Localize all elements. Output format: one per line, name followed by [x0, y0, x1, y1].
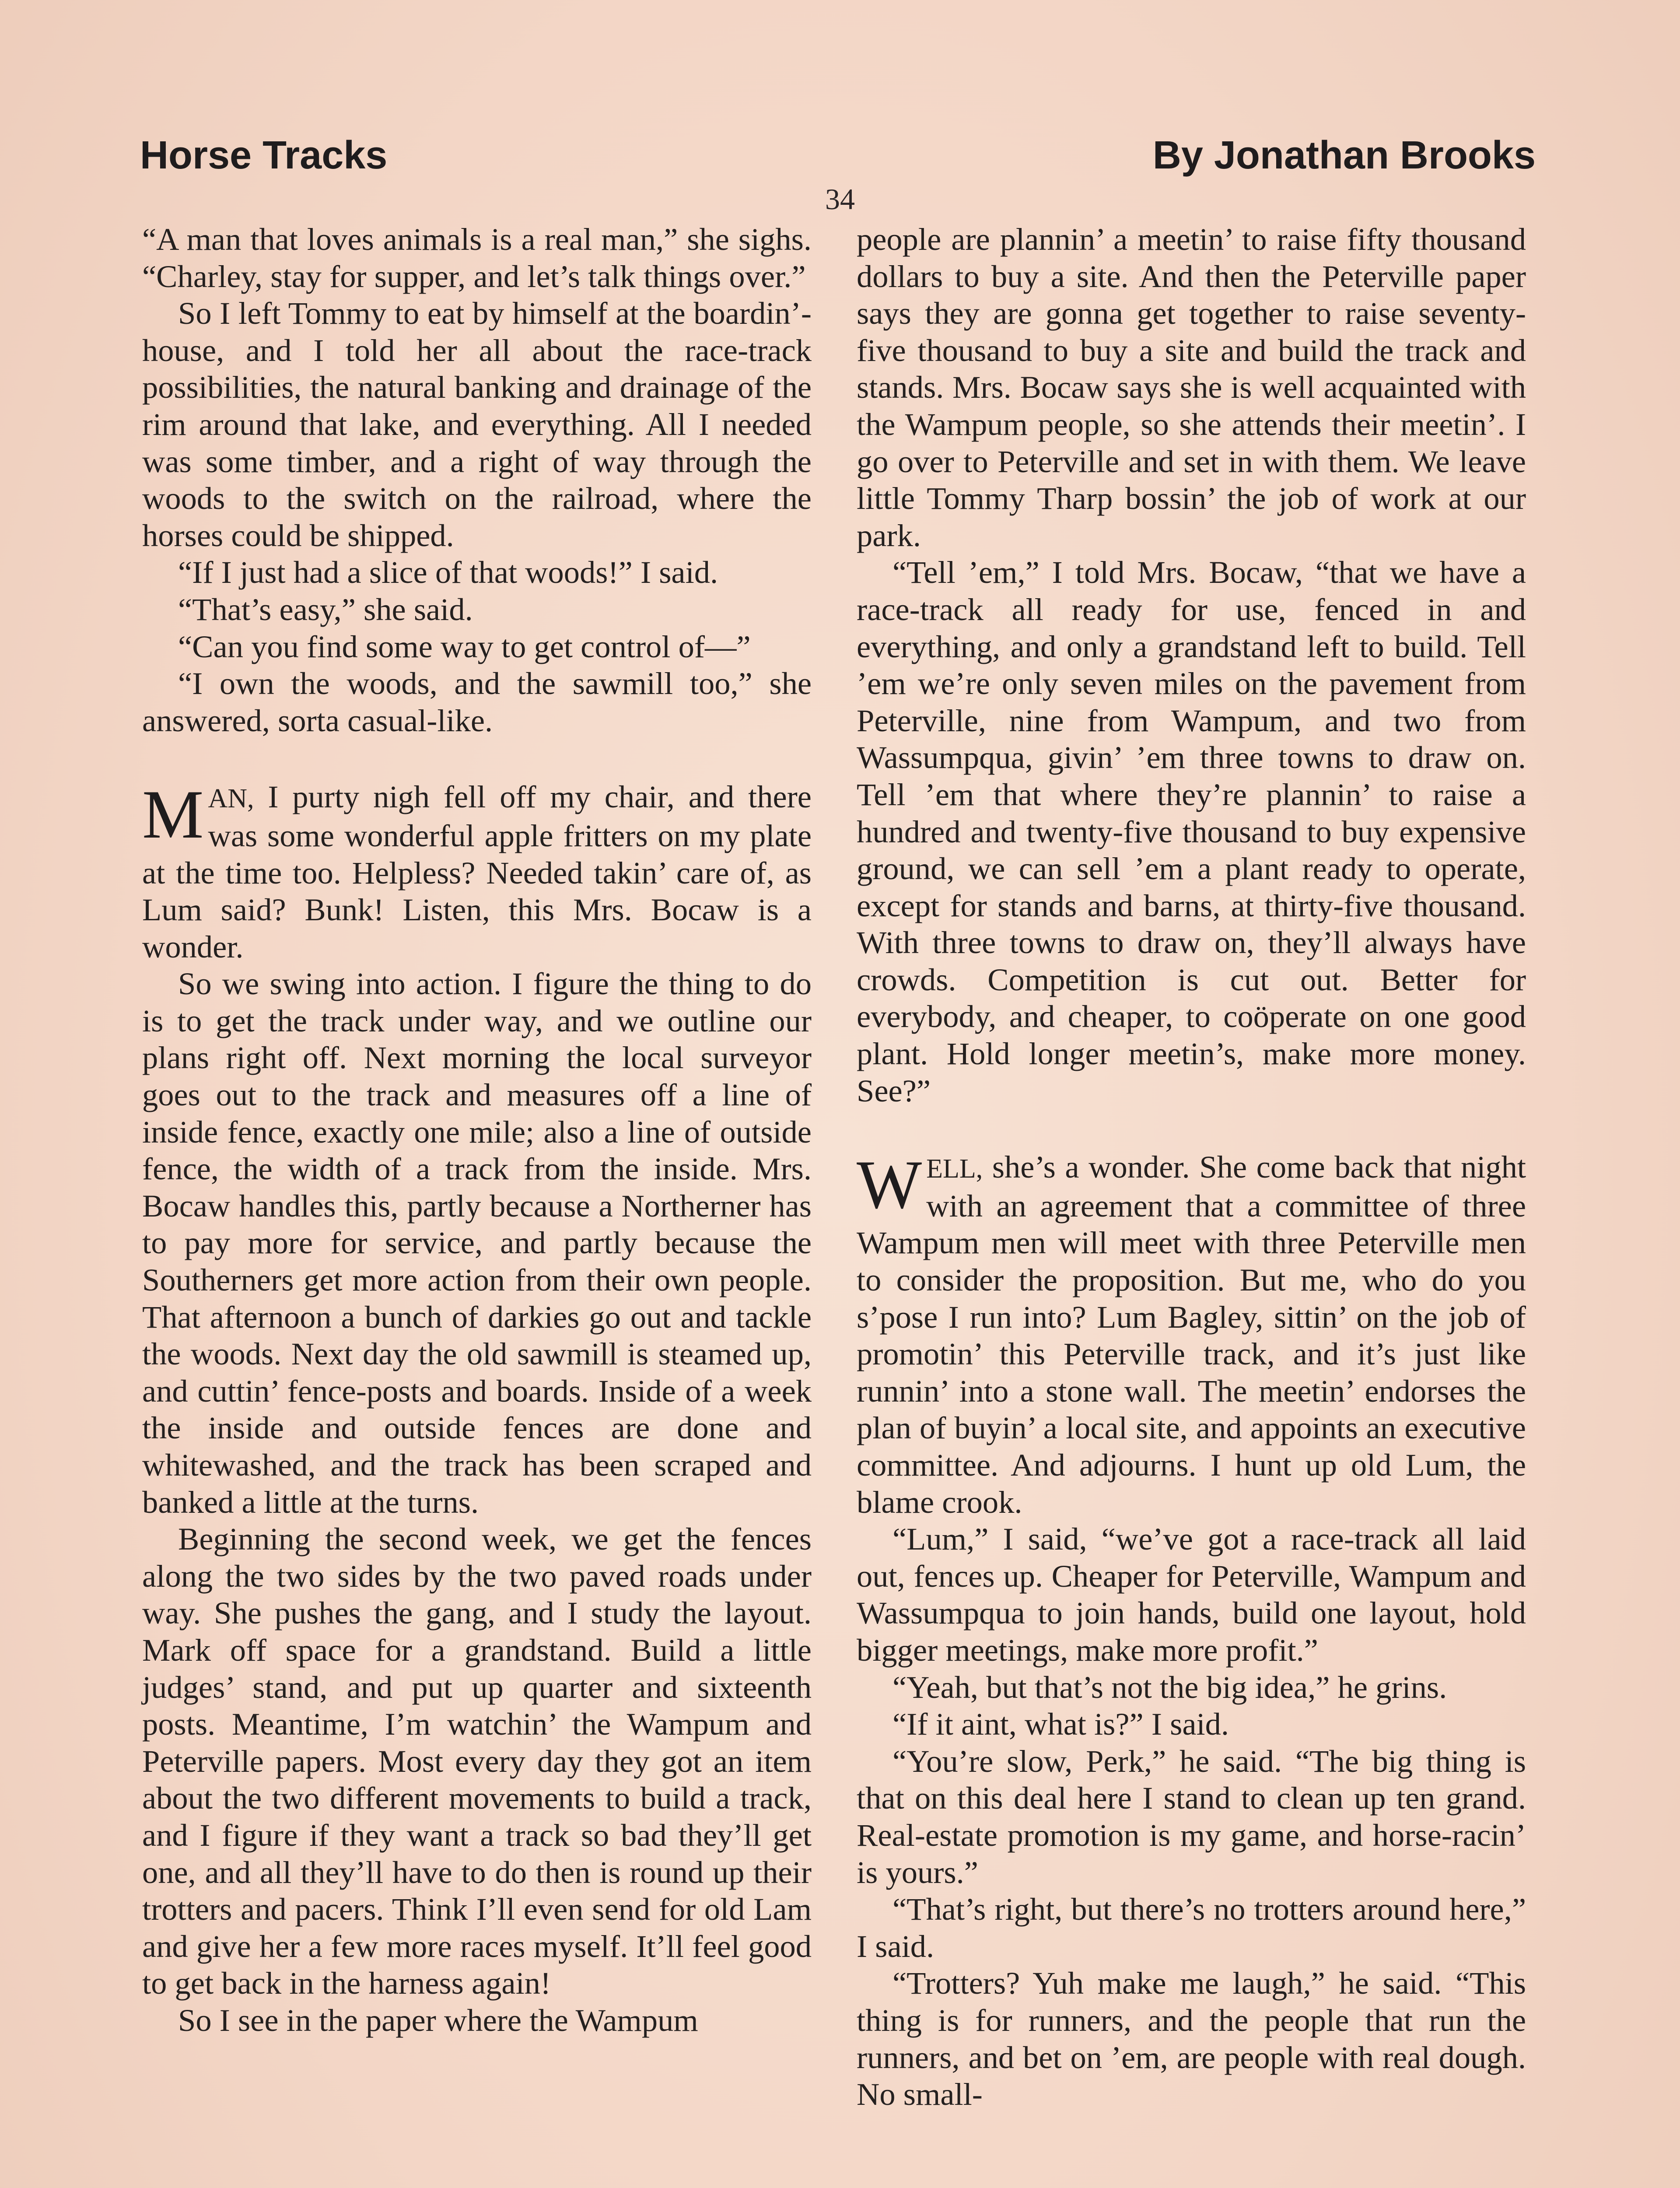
paragraph: “You’re slow, Perk,” he said. “The big thing is that on this deal here I stand to clean up ten grand. Real-estate promotion is my game, and horse-racin’ is yours.” — [857, 1743, 1526, 1890]
paragraph: “If I just had a slice of that woods!” I said. — [178, 554, 718, 590]
small-caps-lead: ELL, — [926, 1154, 983, 1184]
paragraph: Beginning the second week, we get the fences along the two sides by the two paved roads under way. She pushes the gang, and I study the layout. Mark off space for a grandstand. Build a little judges’ stand, and put up quarter and sixteenth posts. Meantime, I’m watchin’ the Wampum and Peterville papers. Most every day they got an item about the two different movements to build a track, and I figure if they want a track so bad they’ll get one, and all they’ll have to do then is round up their trotters and pacers. Think I’ll even send for old Lam and give her a few more races myself. It’ll feel good to get back in the harness again! — [142, 1521, 812, 2001]
drop-cap: M — [142, 776, 204, 853]
paragraph: “Tell ’em,” I told Mrs. Bocaw, “that we have a race-track all ready for use, fenced in and everything, and only a grandstand left to build. Tell ’em we’re only seven miles on the pavement from Peterville, nine from Wampum, and two from Wassumpqua, givin’ ’em three towns to draw on. Tell ’em that where they’re plannin’ to raise a hundred and twenty-five thousand to buy expensive ground, we can sell ’em a plant ready to operate, except for stands and barns, at thirty-five thousand. With three towns to draw on, they’ll always have crowds. Competition is cut out. Better for everybody, and cheaper, to coöperate on one good plant. Hold longer meetin’s, make more money. See?” — [857, 554, 1526, 1108]
paragraph-text: I purty nigh fell off my chair, and there was some wonderful apple fritters on my plate at the time too. Helpless? Needed takin’ care of, as Lum said? Bunk! Listen, this Mrs. Bocaw is a wonder. — [142, 779, 812, 964]
page-number: 34 — [825, 182, 855, 216]
paragraph: “Can you find some way to get control of—” — [178, 628, 751, 664]
drop-cap: W — [857, 1147, 922, 1224]
paragraph: “A man that loves animals is a real man,” she sighs. “Charley, stay for supper, and let’s talk things over.” — [142, 221, 812, 294]
paragraph-text: she’s a wonder. She come back that night with an agreement that a committee of three Wampum men will meet with three Peterville men to consider the proposition. But me, who do you s’pose I run into? Lum Bagley, sittin’ on the job of promotin’ this Peterville track, and it’s just like runnin’ into a stone wall. The meetin’ endorses the plan of buyin’ a local site, and appoints an executive committee. And adjourns. I hunt up old Lum, the blame crook. — [857, 1149, 1526, 1520]
author-byline: By Jonathan Brooks — [1152, 133, 1536, 177]
left-column — [142, 221, 812, 2039]
story-title: Horse Tracks — [140, 133, 388, 177]
paragraph: people are plannin’ a meetin’ to raise fifty thousand dollars to buy a site. And then the Peterville paper says they are gonna get together to raise seventy-five thousand to buy a site and build the track and stands. Mrs. Bocaw says she is well acquainted with the Wampum people, so she attends their meetin’. I go over to Peterville and set in with them. We leave little Tommy Tharp bossin’ the job of work at our park. — [857, 221, 1526, 553]
paragraph: So I left Tommy to eat by himself at the boardin’-house, and I told her all about the race-track possibilities, the natural banking and drainage of the rim around that lake, and everything. All I needed was some timber, and a right of way through the woods to the switch on the railroad, where the horses could be shipped. — [142, 295, 812, 553]
paragraph: “I own the woods, and the sawmill too,” she answered, sorta casual-like. — [142, 666, 812, 738]
running-head — [140, 131, 1536, 188]
paragraph: “That’s easy,” she said. — [178, 591, 473, 627]
paragraph: “That’s right, but there’s no trotters around here,” I said. — [857, 1891, 1526, 1964]
small-caps-lead: AN, — [208, 784, 254, 814]
right-column — [857, 221, 1526, 2113]
section-paragraph — [142, 778, 812, 965]
paragraph: “If it aint, what is?” I said. — [892, 1706, 1229, 1742]
paragraph: “Yeah, but that’s not the big idea,” he grins. — [892, 1669, 1447, 1705]
paragraph: So I see in the paper where the Wampum — [178, 2002, 698, 2038]
section-paragraph — [857, 1149, 1526, 1521]
paragraph: “Trotters? Yuh make me laugh,” he said. “This thing is for runners, and the people that run the runners, and bet on ’em, are people with real dough. No small- — [857, 1965, 1526, 2112]
paragraph: So we swing into action. I figure the thing to do is to get the track under way, and we outline our plans right off. Next morning the local surveyor goes out to the track and measures off a line of inside fence, exactly one mile; also a line of outside fence, the width of a track from the inside. Mrs. Bocaw handles this, partly because a Northerner has to pay more for service, and partly because the Southerners get more action from their own people. That afternoon a bunch of darkies go out and tackle the woods. Next day the old sawmill is steamed up, and cuttin’ fence-posts and boards. Inside of a week the inside and outside fences are done and whitewashed, and the track has been scraped and banked a little at the turns. — [142, 966, 812, 1520]
paragraph: “Lum,” I said, “we’ve got a race-track all laid out, fences up. Cheaper for Peterville, Wampum and Wassumpqua to join hands, build one layout, hold bigger meetings, make more profit.” — [857, 1521, 1526, 1668]
